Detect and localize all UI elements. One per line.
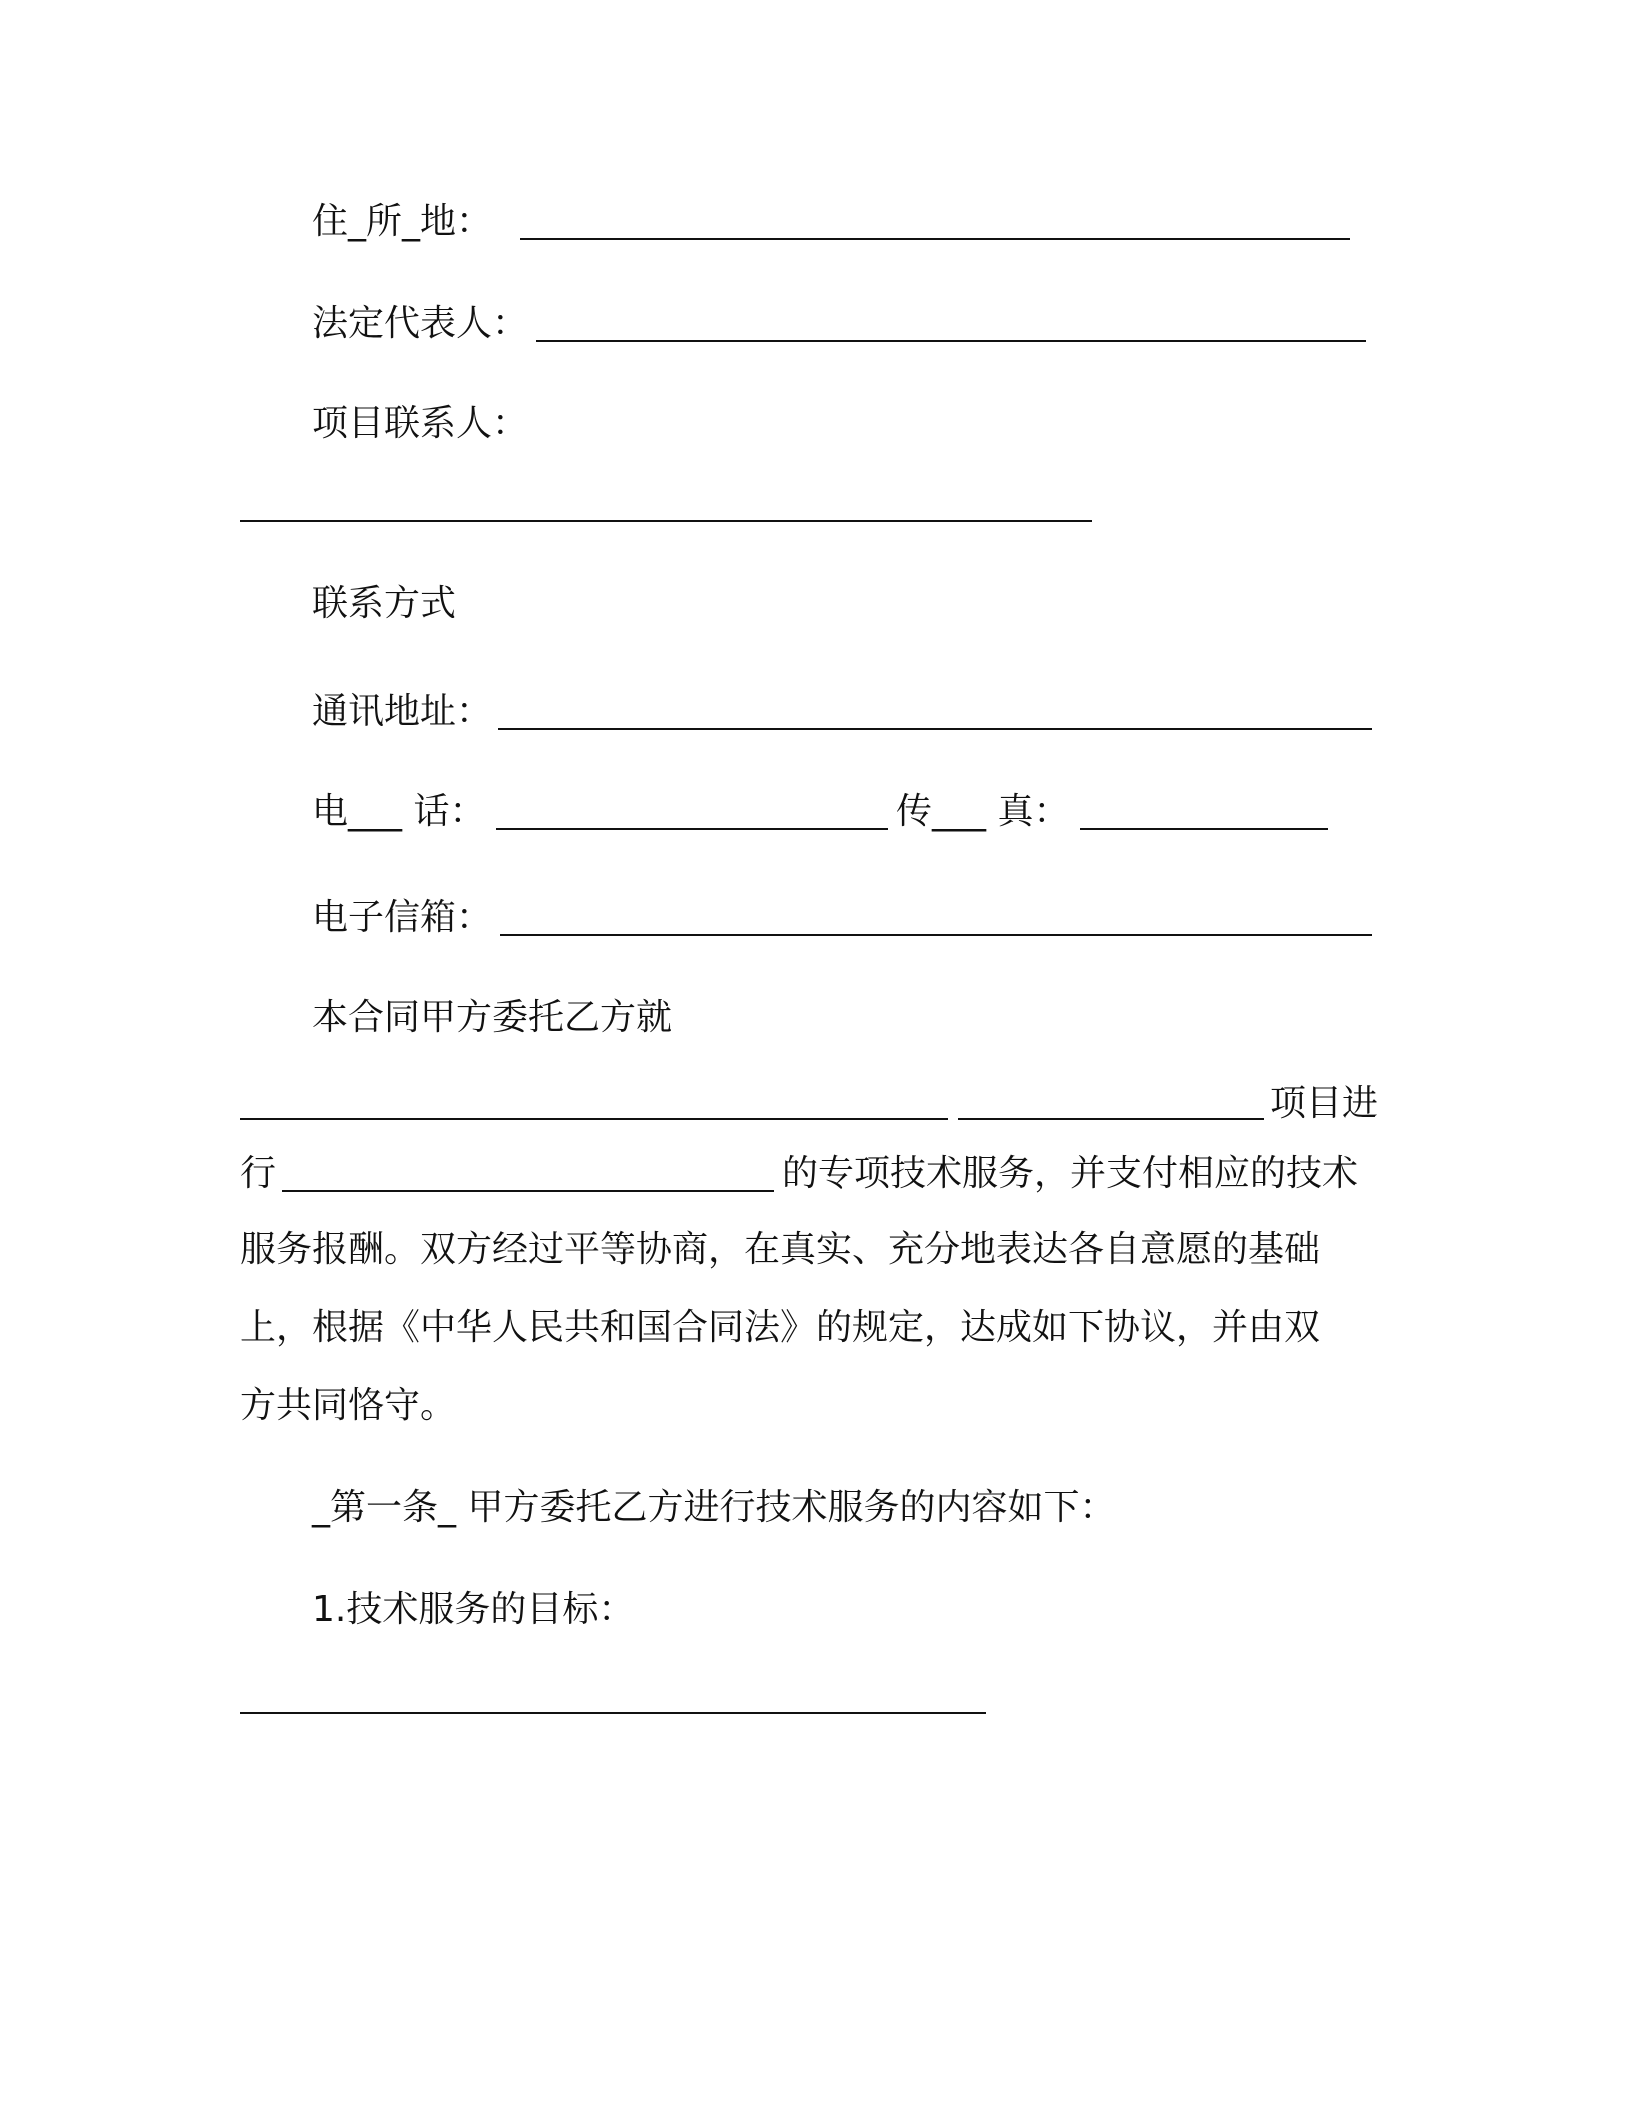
email-label: 电子信箱： (312, 897, 493, 938)
fax-blank[interactable] (1080, 828, 1328, 830)
article-1-heading: _第一条_ 甲方委托乙方进行技术服务的内容如下： (312, 1487, 1116, 1528)
line2-head: 行 (240, 1153, 277, 1194)
mail-address-label: 通讯地址： (312, 691, 493, 732)
project-contact-blank[interactable] (240, 520, 1092, 522)
legal-rep-blank[interactable] (536, 340, 1366, 342)
project-name-blank-b[interactable] (958, 1118, 1264, 1120)
service-goal-blank[interactable] (240, 1712, 986, 1714)
service-type-blank[interactable] (282, 1190, 774, 1192)
email-blank[interactable] (500, 934, 1372, 936)
body-line-3: 服务报酬。双方经过平等协商，在真实、充分地表达各自意愿的基础 (240, 1229, 1321, 1270)
phone-label: 电___ 话： (312, 791, 486, 832)
mail-address-blank[interactable] (498, 728, 1372, 730)
contact-method-heading: 联系方式 (312, 583, 457, 624)
fax-label: 传___ 真： (896, 791, 1070, 832)
residence-label: 住_所_地： (312, 201, 493, 242)
legal-rep-label: 法定代表人： (312, 303, 529, 344)
intro-text: 本合同甲方委托乙方就 (312, 997, 673, 1038)
project-contact-label: 项目联系人： (312, 403, 529, 444)
residence-blank[interactable] (520, 238, 1350, 240)
body-line-5: 方共同恪守。 (240, 1385, 457, 1426)
article-1-item-1: 1.技术服务的目标： (312, 1589, 635, 1630)
phone-blank[interactable] (496, 828, 888, 830)
line2-tail: 的专项技术服务，并支付相应的技术 (782, 1153, 1359, 1194)
body-line-4: 上，根据《中华人民共和国合同法》的规定，达成如下协议，并由双 (240, 1307, 1321, 1348)
project-name-blank-a[interactable] (240, 1118, 948, 1120)
line1-tail: 项目进 (1270, 1083, 1379, 1124)
